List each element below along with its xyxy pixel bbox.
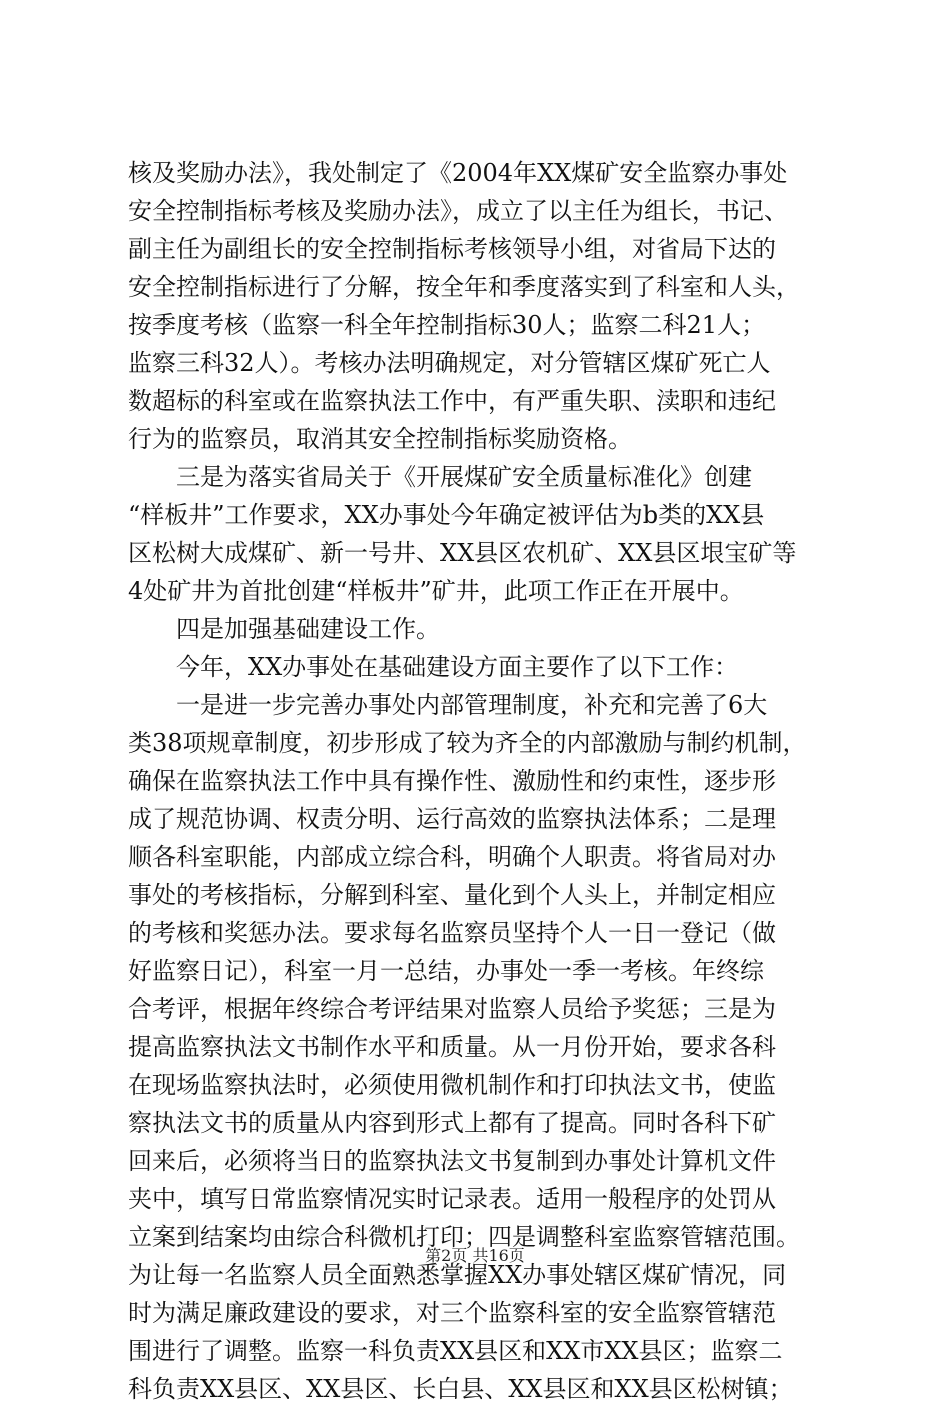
text-line: 成了规范协调、权责分明、运行高效的监察执法体系；二是理: [128, 805, 776, 833]
text-line: 三是为落实省局关于《开展煤矿安全质量标准化》创建: [176, 463, 752, 491]
text-line: 核及奖励办法》，我处制定了《2004年XX煤矿安全监察办事处: [128, 159, 788, 187]
text-line: 四是加强基础建设工作。: [176, 615, 440, 643]
text-line: 行为的监察员，取消其安全控制指标奖励资格。: [128, 425, 632, 453]
text-line: 监察三科32人）。考核办法明确规定，对分管辖区煤矿死亡人: [128, 349, 771, 377]
text-line: 时为满足廉政建设的要求，对三个监察科室的安全监察管辖范: [128, 1299, 776, 1327]
text-line: 立案到结案均由综合科微机打印；四是调整科室监察管辖范围。: [128, 1223, 800, 1251]
text-line: 安全控制指标进行了分解，按全年和季度落实到了科室和人头，: [128, 273, 800, 301]
text-line: 为让每一名监察人员全面熟悉掌握XX办事处辖区煤矿情况，同: [128, 1261, 787, 1289]
text-line: 一是进一步完善办事处内部管理制度，补充和完善了6大: [176, 691, 768, 719]
text-line: 察执法文书的质量从内容到形式上都有了提高。同时各科下矿: [128, 1109, 776, 1137]
text-line: 好监察日记），科室一月一总结，办事处一季一考核。年终综: [128, 957, 764, 985]
text-line: “样板井”工作要求，XX办事处今年确定被评估为b类的XX县: [128, 501, 765, 529]
text-line: 科负责XX县区、XX县区、长白县、XX县区和XX县区松树镇；: [128, 1375, 793, 1403]
page-footer: 第2页 共16页: [425, 1246, 525, 1265]
text-line: 的考核和奖惩办法。要求每名监察员坚持个人一日一登记（做: [128, 919, 776, 947]
text-line: 回来后，必须将当日的监察执法文书复制到办事处计算机文件: [128, 1147, 776, 1175]
text-line: 顺各科室职能，内部成立综合科，明确个人职责。将省局对办: [128, 843, 776, 871]
text-line: 围进行了调整。监察一科负责XX县区和XX市XX县区；监察二: [128, 1337, 783, 1365]
text-line: 合考评，根据年终综合考评结果对监察人员给予奖惩；三是为: [128, 995, 776, 1023]
text-line: 事处的考核指标，分解到科室、量化到个人头上，并制定相应: [128, 881, 776, 909]
text-line: 副主任为副组长的安全控制指标考核领导小组，对省局下达的: [128, 235, 776, 263]
text-line: 区松树大成煤矿、新一号井、XX县区农机矿、XX县区垠宝矿等: [128, 539, 797, 567]
text-line: 按季度考核（监察一科全年控制指标30人；监察二科21人；: [128, 311, 766, 339]
text-line: 在现场监察执法时，必须使用微机制作和打印执法文书，使监: [128, 1071, 776, 1099]
text-line: 4处矿井为首批创建“样板井”矿井，此项工作正在开展中。: [128, 577, 744, 605]
text-line: 提高监察执法文书制作水平和质量。从一月份开始，要求各科: [128, 1033, 776, 1061]
document-body: [128, 154, 858, 1408]
text-line: 数超标的科室或在监察执法工作中，有严重失职、渎职和违纪: [128, 387, 776, 415]
text-line: 夹中，填写日常监察情况实时记录表。适用一般程序的处罚从: [128, 1185, 776, 1213]
text-line: 确保在监察执法工作中具有操作性、激励性和约束性，逐步形: [128, 767, 776, 795]
text-line: 今年，XX办事处在基础建设方面主要作了以下工作：: [176, 653, 739, 681]
text-line: 安全控制指标考核及奖励办法》，成立了以主任为组长，书记、: [128, 197, 788, 225]
text-line: 类38项规章制度，初步形成了较为齐全的内部激励与制约机制，: [128, 729, 807, 757]
